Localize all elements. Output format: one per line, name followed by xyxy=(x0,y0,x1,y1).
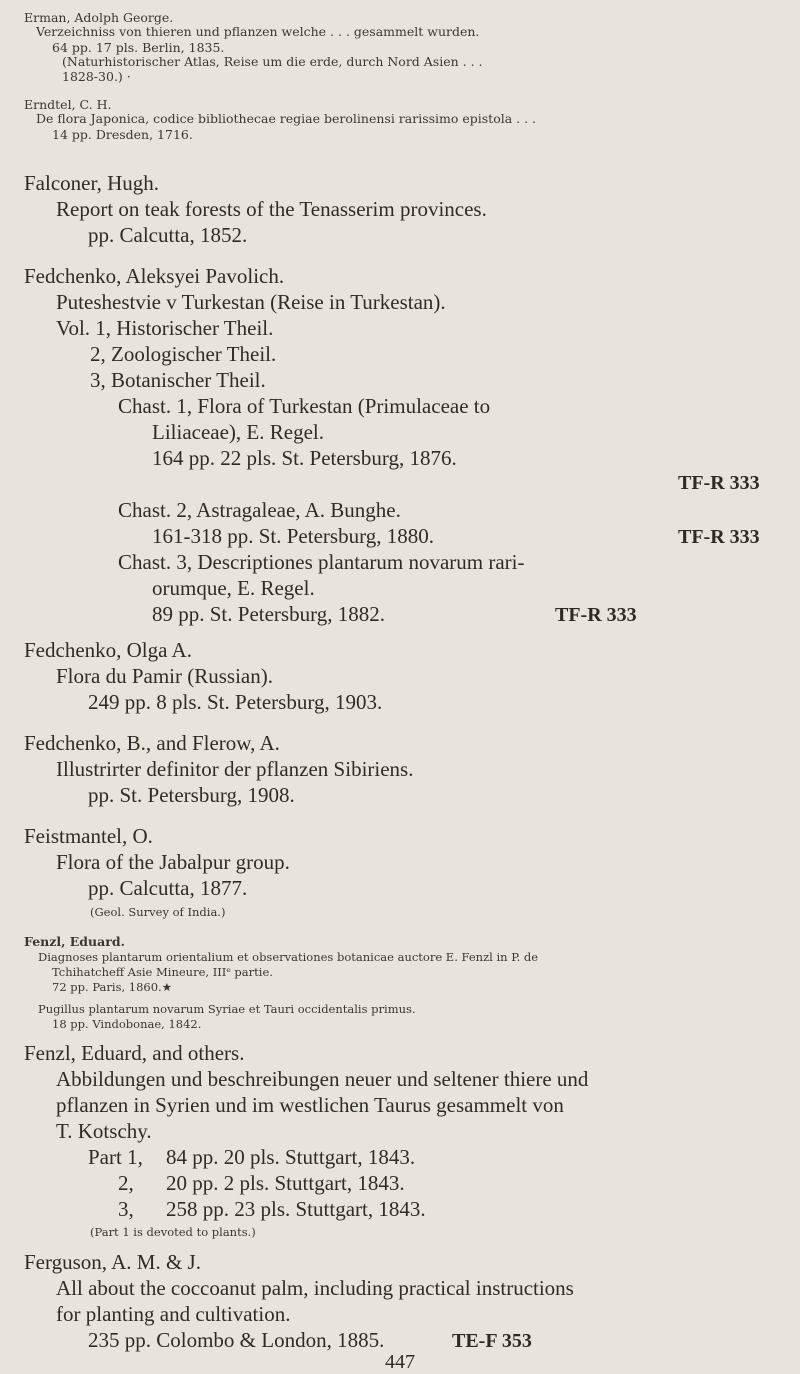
title-line: Flora of the Jabalpur group. xyxy=(56,850,290,874)
part-line: Chast. 3, Descriptiones plantarum novarum rari- xyxy=(118,550,525,574)
author-heading: Fenzl, Eduard, and others. xyxy=(24,1041,245,1065)
series-note: (Naturhistorischer Atlas, Reise um die erde, durch Nord Asien . . . xyxy=(62,54,483,69)
call-number: TF-R 333 xyxy=(678,526,760,548)
imprint-line: pp. Calcutta, 1877. xyxy=(88,876,248,900)
imprint-line: 20 pp. 2 pls. Stuttgart, 1843. xyxy=(166,1171,405,1195)
imprint-line: 164 pp. 22 pls. St. Petersburg, 1876. xyxy=(152,446,457,470)
imprint-line: 84 pp. 20 pls. Stuttgart, 1843. xyxy=(166,1145,416,1169)
title-line: pflanzen in Syrien und im westlichen Taurus gesammelt von xyxy=(56,1093,564,1117)
author-heading: Erman, Adolph George. xyxy=(24,10,174,25)
author-heading: Fedchenko, Olga A. xyxy=(24,638,192,662)
imprint-line: 14 pp. Dresden, 1716. xyxy=(52,127,193,142)
part-line: Chast. 2, Astragaleae, A. Bunghe. xyxy=(118,498,401,522)
imprint-line: 161-318 pp. St. Petersburg, 1880. xyxy=(152,524,434,548)
part-label: Part 1, xyxy=(88,1145,143,1169)
imprint-line: 64 pp. 17 pls. Berlin, 1835. xyxy=(52,40,225,55)
part-line: orumque, E. Regel. xyxy=(152,576,315,600)
part-label: 2, xyxy=(118,1171,134,1195)
part-line: Chast. 1, Flora of Turkestan (Primulaceae to xyxy=(118,394,491,418)
title-line: for planting and cultivation. xyxy=(56,1302,291,1326)
title-line: De flora Japonica, codice bibliothecae regiae berolinensi rarissimo epistola . . . xyxy=(36,111,537,126)
part-line: Liliaceae), E. Regel. xyxy=(152,420,324,444)
call-number: TF-R 333 xyxy=(678,472,760,494)
part-label: 3, xyxy=(118,1197,134,1221)
imprint-line: 258 pp. 23 pls. Stuttgart, 1843. xyxy=(166,1197,426,1221)
title-line: Verzeichniss von thieren und pflanzen welche . . . gesammelt wurden. xyxy=(36,24,480,39)
series-note: (Part 1 is devoted to plants.) xyxy=(90,1225,256,1239)
author-heading: Erndtel, C. H. xyxy=(24,97,112,112)
title-line: Flora du Pamir (Russian). xyxy=(56,664,273,688)
title-line: Pugillus plantarum novarum Syriae et Tauri occidentalis primus. xyxy=(38,1002,416,1016)
volume-line: 3, Botanischer Theil. xyxy=(90,368,266,392)
title-line: Diagnoses plantarum orientalium et observationes botanicae auctore E. Fenzl in P. de xyxy=(38,950,539,964)
title-line: Puteshestvie v Turkestan (Reise in Turkestan). xyxy=(56,290,446,314)
imprint-line: pp. St. Petersburg, 1908. xyxy=(88,783,295,807)
series-note: (Geol. Survey of India.) xyxy=(90,905,226,919)
author-heading: Ferguson, A. M. & J. xyxy=(24,1250,201,1274)
title-line: Abbildungen und beschreibungen neuer und seltener thiere und xyxy=(56,1067,589,1091)
volume-line: 2, Zoologischer Theil. xyxy=(90,342,277,366)
author-heading: Fedchenko, Aleksyei Pavolich. xyxy=(24,264,285,288)
author-heading: Feistmantel, O. xyxy=(24,824,153,848)
imprint-line: 89 pp. St. Petersburg, 1882. xyxy=(152,602,385,626)
volume-line: Vol. 1, Historischer Theil. xyxy=(56,316,274,340)
call-number: TE-F 353 xyxy=(452,1330,532,1352)
page-number: 447 xyxy=(385,1351,415,1373)
author-heading: Fedchenko, B., and Flerow, A. xyxy=(24,731,280,755)
title-line: Report on teak forests of the Tenasserim provinces. xyxy=(56,197,487,221)
title-line: Tchihatcheff Asie Mineure, IIIᵉ partie. xyxy=(52,965,273,979)
imprint-line: 72 pp. Paris, 1860.★ xyxy=(52,980,173,994)
imprint-line: 249 pp. 8 pls. St. Petersburg, 1903. xyxy=(88,690,383,714)
series-note: 1828-30.) · xyxy=(62,69,131,84)
title-line: All about the coccoanut palm, including practical instructions xyxy=(56,1276,574,1300)
imprint-line: 18 pp. Vindobonae, 1842. xyxy=(52,1017,202,1031)
call-number: TF-R 333 xyxy=(555,604,637,626)
imprint-line: pp. Calcutta, 1852. xyxy=(88,223,248,247)
title-line: T. Kotschy. xyxy=(56,1119,152,1143)
title-line: Illustrirter definitor der pflanzen Sibiriens. xyxy=(56,757,414,781)
imprint-line: 235 pp. Colombo & London, 1885. xyxy=(88,1328,385,1352)
author-heading: Falconer, Hugh. xyxy=(24,171,160,195)
author-heading: Fenzl, Eduard. xyxy=(24,934,125,949)
